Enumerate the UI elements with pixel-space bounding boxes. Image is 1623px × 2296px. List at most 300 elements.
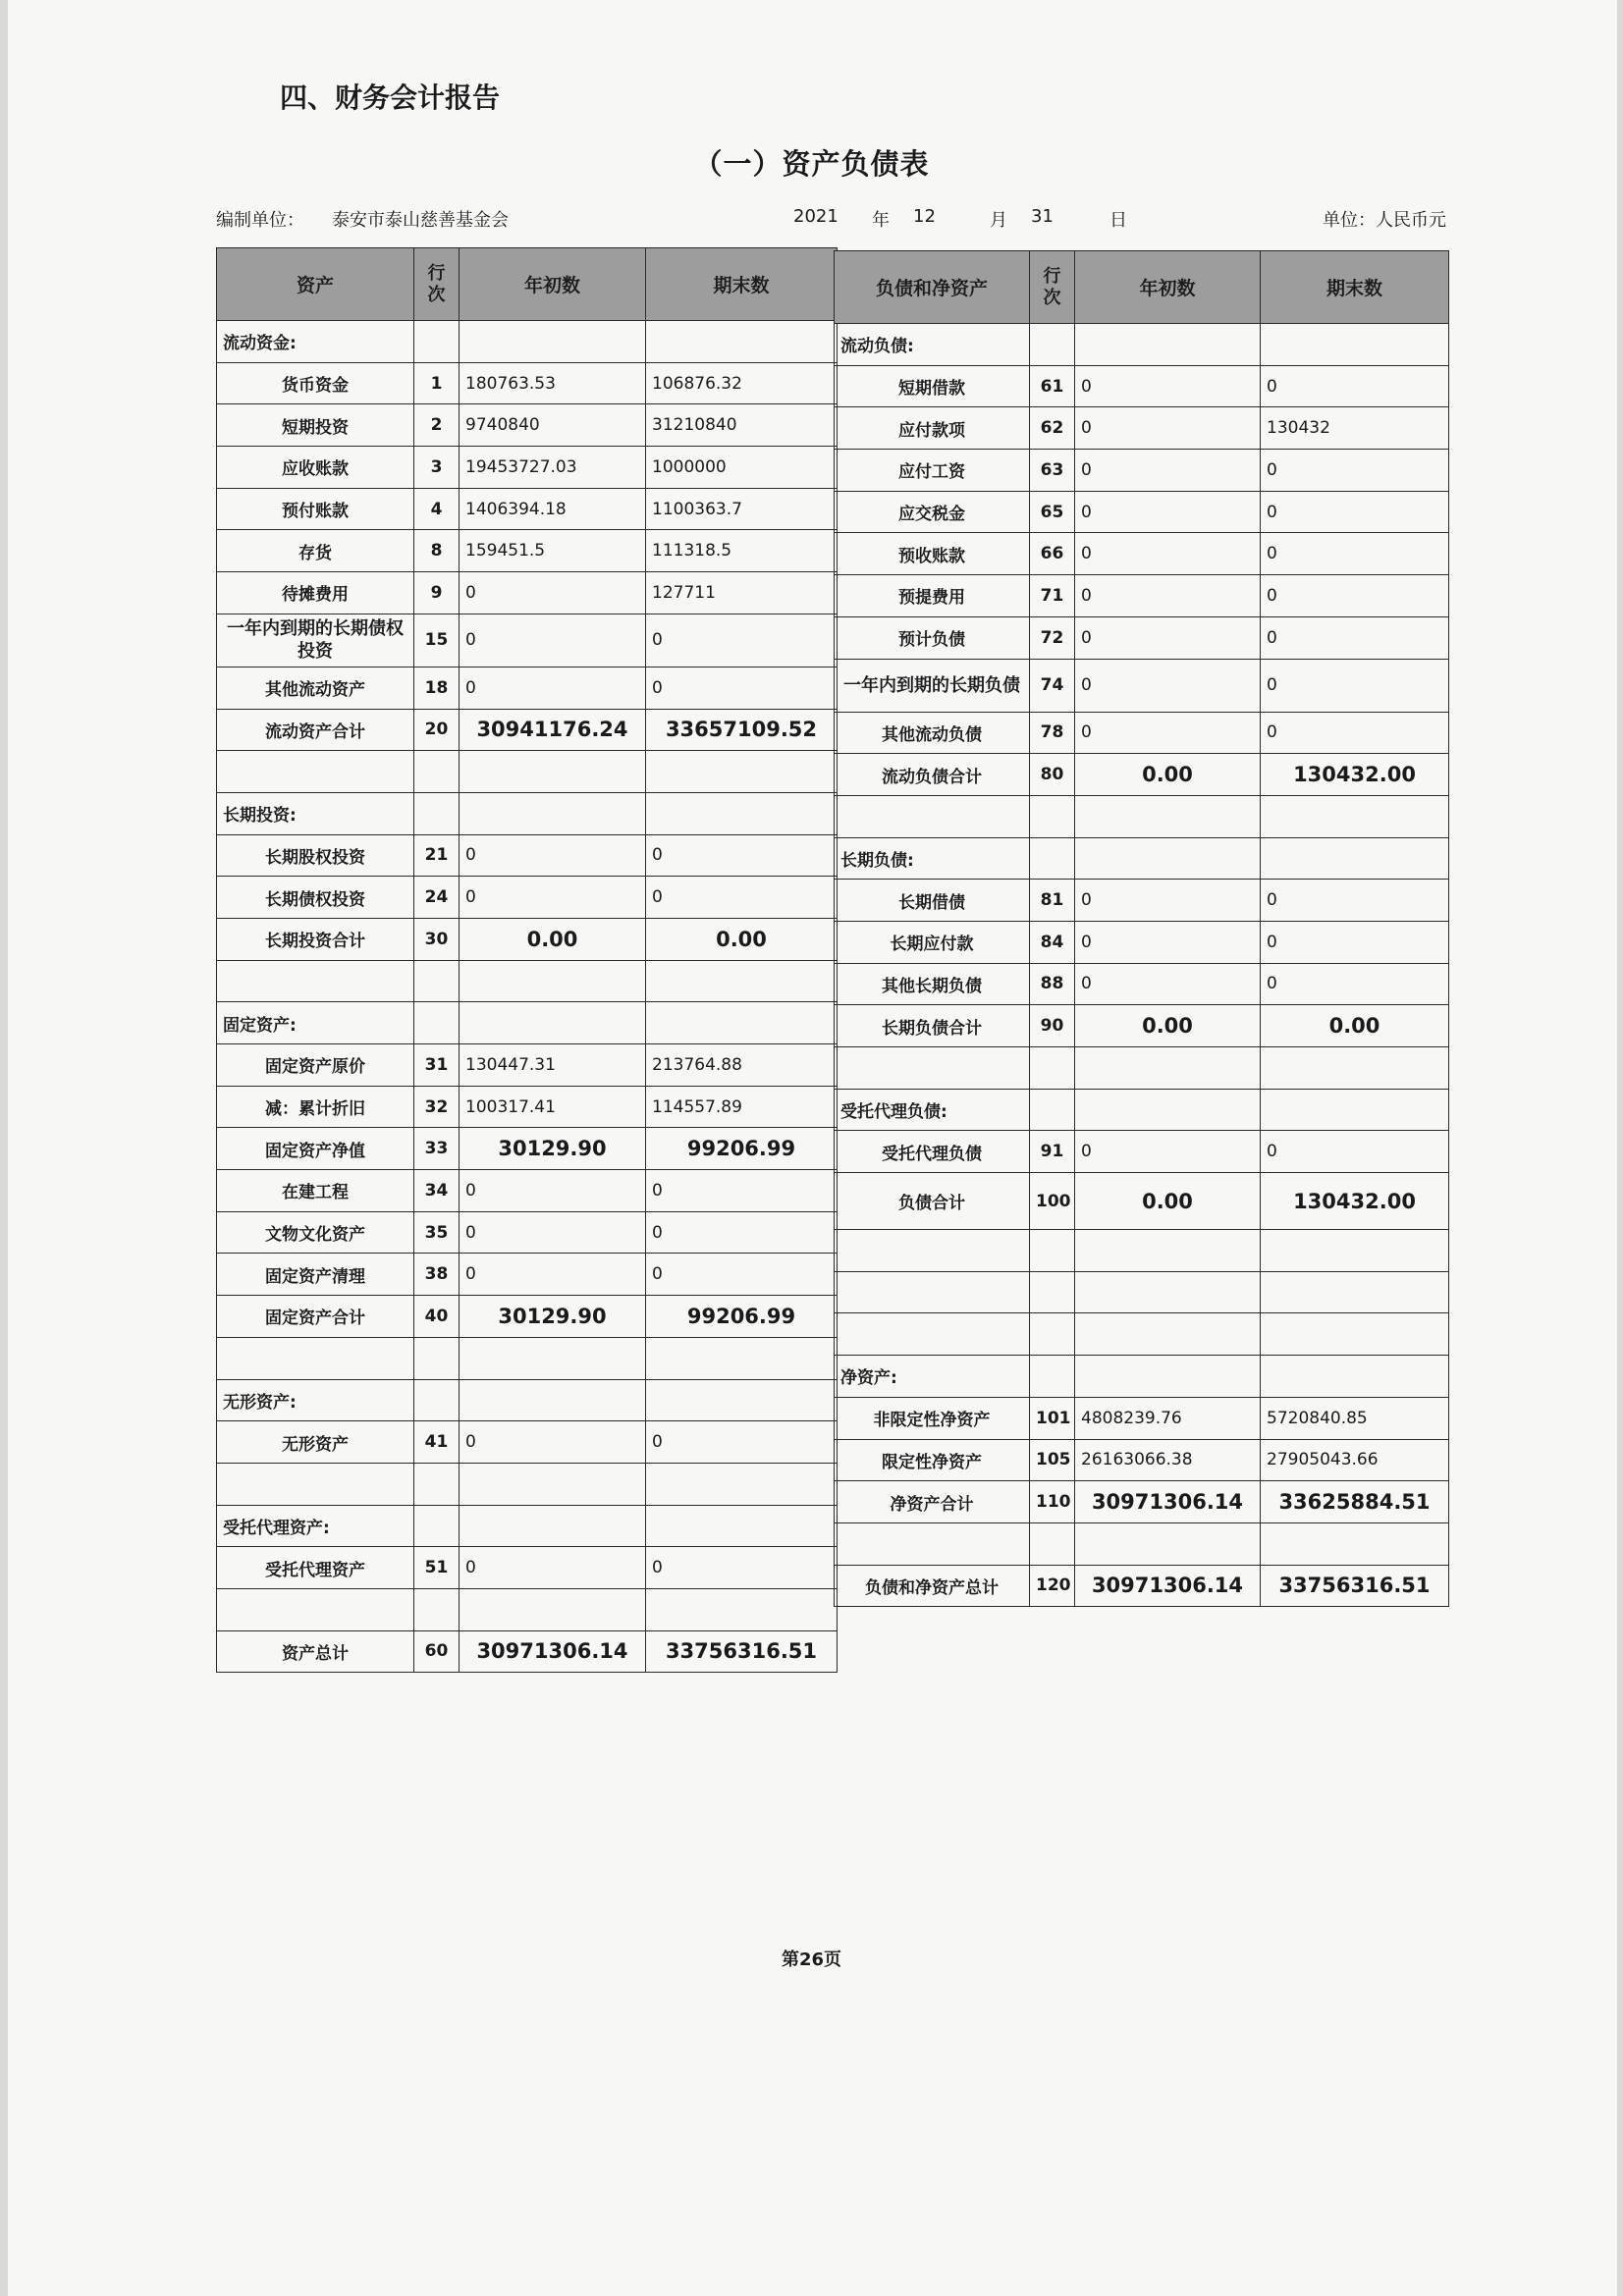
empty-cell [646,1463,838,1505]
table-row [217,404,838,447]
empty-cell [1075,1230,1261,1272]
table-row [217,960,838,1002]
item-name: 长期负债合计 [835,1005,1030,1047]
month-suffix: 月 [990,210,1007,231]
begin-value: 30971306.14 [460,1630,646,1673]
begin-value: 0 [460,1547,646,1589]
table-row [835,533,1449,575]
empty-cell [835,1522,1030,1565]
end-value: 0 [646,1170,838,1212]
end-value: 99206.99 [646,1128,838,1170]
begin-value: 0 [1075,616,1261,659]
begin-value: 0 [460,1254,646,1296]
empty-cell [1030,1313,1075,1356]
begin-value: 0 [460,877,646,919]
table-row [217,1421,838,1464]
begin-value: 30971306.14 [1075,1565,1261,1607]
table-row [217,918,838,960]
empty-cell [835,795,1030,837]
empty-cell [1075,795,1261,837]
row-number: 80 [1030,754,1075,796]
empty-cell [414,1588,460,1630]
empty-cell [1075,324,1261,366]
table-row [835,795,1449,837]
empty-cell [1030,1230,1075,1272]
begin-value: 30129.90 [460,1128,646,1170]
end-value: 0 [1261,712,1449,754]
report-year: 2021 [793,206,839,227]
item-name: 应交税金 [835,491,1030,533]
table-row [217,834,838,877]
begin-value: 100317.41 [460,1086,646,1128]
item-name: 应收账款 [217,447,414,489]
table-row [217,1547,838,1589]
end-value: 0 [1261,921,1449,963]
item-name: 其他流动资产 [217,667,414,709]
end-value: 0 [646,1547,838,1589]
table-row [217,1337,838,1379]
table-row [217,1588,838,1630]
table-row [835,1173,1449,1230]
end-value: 0 [1261,963,1449,1005]
end-value: 33625884.51 [1261,1481,1449,1523]
empty-cell [460,1337,646,1379]
end-value: 0 [646,1254,838,1296]
empty-cell [414,1505,460,1547]
begin-value: 0 [1075,1131,1261,1173]
row-number: 9 [414,572,460,614]
end-value: 130432.00 [1261,1173,1449,1230]
empty-cell [1030,1047,1075,1090]
empty-cell [1030,1356,1075,1398]
row-number: 41 [414,1421,460,1464]
empty-cell [217,1463,414,1505]
begin-value: 0 [1075,533,1261,575]
end-value: 27905043.66 [1261,1439,1449,1481]
empty-cell [1030,324,1075,366]
section-label: 固定资产: [217,1002,414,1044]
page-number: 第26页 [781,1949,842,1970]
item-name: 受托代理负债 [835,1131,1030,1173]
table-row [217,572,838,614]
empty-cell [1261,795,1449,837]
table-row [835,1005,1449,1047]
liabilities-header-item: 负债和净资产 [835,251,1030,324]
row-number: 84 [1030,921,1075,963]
row-number: 120 [1030,1565,1075,1607]
row-number: 61 [1030,365,1075,407]
end-value: 0 [1261,880,1449,922]
begin-value: 0 [460,834,646,877]
empty-cell [1075,1313,1261,1356]
report-meta [216,206,1446,230]
begin-value: 0 [1075,712,1261,754]
empty-cell [414,321,460,363]
row-number: 30 [414,918,460,960]
item-name: 存货 [217,530,414,572]
table-row [217,751,838,793]
table-row [217,1254,838,1296]
end-value: 0 [1261,616,1449,659]
end-value: 130432.00 [1261,754,1449,796]
assets-table-wrap [216,247,838,1673]
item-name: 预付账款 [217,488,414,530]
empty-cell [646,751,838,793]
table-row [835,1522,1449,1565]
table-row [217,321,838,363]
row-number: 15 [414,614,460,667]
row-number: 18 [414,667,460,709]
row-number: 24 [414,877,460,919]
liabilities-table [834,250,1449,1607]
section-label: 受托代理负债: [835,1089,1030,1131]
table-row [835,1356,1449,1398]
table-row [835,921,1449,963]
section-title: 四、财务会计报告 [280,81,501,114]
end-value: 0 [646,1421,838,1464]
table-row [835,450,1449,492]
table-row [835,616,1449,659]
empty-cell [460,321,646,363]
row-number: 110 [1030,1481,1075,1523]
begin-value: 30971306.14 [1075,1481,1261,1523]
end-value: 0 [1261,533,1449,575]
row-number: 35 [414,1211,460,1254]
table-row [835,1089,1449,1131]
table-row [835,1271,1449,1313]
table-row [835,880,1449,922]
table-row [835,1313,1449,1356]
end-value: 31210840 [646,404,838,447]
begin-value: 180763.53 [460,362,646,404]
row-number: 4 [414,488,460,530]
row-number: 81 [1030,880,1075,922]
row-number: 100 [1030,1173,1075,1230]
empty-cell [835,1230,1030,1272]
end-value: 1000000 [646,447,838,489]
end-value: 5720840.85 [1261,1397,1449,1439]
table-row [217,1463,838,1505]
end-value: 0 [1261,575,1449,617]
item-name: 长期应付款 [835,921,1030,963]
begin-value: 4808239.76 [1075,1397,1261,1439]
end-value: 0 [646,614,838,667]
empty-cell [646,1379,838,1421]
row-number: 65 [1030,491,1075,533]
empty-cell [646,1337,838,1379]
empty-cell [1261,837,1449,880]
item-name: 长期借债 [835,880,1030,922]
year-suffix: 年 [872,210,890,231]
empty-cell [217,1337,414,1379]
begin-value: 0 [1075,491,1261,533]
end-value: 127711 [646,572,838,614]
row-number: 1 [414,362,460,404]
end-value: 0 [1261,450,1449,492]
table-row [217,1170,838,1212]
unit-label: 编制单位： [216,210,304,231]
begin-value: 130447.31 [460,1044,646,1087]
empty-cell [1261,1047,1449,1090]
empty-cell [1075,1271,1261,1313]
item-name: 流动资产合计 [217,709,414,751]
empty-cell [646,1002,838,1044]
end-value: 114557.89 [646,1086,838,1128]
empty-cell [460,792,646,834]
empty-cell [835,1047,1030,1090]
begin-value: 0.00 [1075,1005,1261,1047]
table-row [217,1630,838,1673]
begin-value: 0 [1075,659,1261,712]
table-row [217,1128,838,1170]
begin-value: 159451.5 [460,530,646,572]
row-number: 34 [414,1170,460,1212]
table-row [217,1086,838,1128]
row-number: 74 [1030,659,1075,712]
row-number: 33 [414,1128,460,1170]
begin-value: 0 [1075,880,1261,922]
item-name: 固定资产合计 [217,1296,414,1338]
empty-cell [835,1313,1030,1356]
table-row [217,667,838,709]
report-day: 31 [1031,206,1054,227]
end-value: 0 [1261,659,1449,712]
row-number: 105 [1030,1439,1075,1481]
end-value: 1100363.7 [646,488,838,530]
item-name: 应付款项 [835,407,1030,450]
end-value: 130432 [1261,407,1449,450]
empty-cell [460,1463,646,1505]
table-row [835,407,1449,450]
item-name: 一年内到期的长期负债 [835,659,1030,712]
row-number: 72 [1030,616,1075,659]
begin-value: 0 [1075,450,1261,492]
table-row [835,1565,1449,1607]
begin-value: 30129.90 [460,1296,646,1338]
empty-cell [1261,1089,1449,1131]
empty-cell [1030,795,1075,837]
item-name: 受托代理资产 [217,1547,414,1589]
begin-value: 0 [1075,963,1261,1005]
empty-cell [460,751,646,793]
end-value: 33657109.52 [646,709,838,751]
liabilities-table-wrap [834,250,1449,1607]
row-number: 62 [1030,407,1075,450]
begin-value: 0 [460,1170,646,1212]
item-name: 短期借款 [835,365,1030,407]
empty-cell [1261,1271,1449,1313]
table-row [835,1439,1449,1481]
item-name: 净资产合计 [835,1481,1030,1523]
row-number: 21 [414,834,460,877]
empty-cell [414,960,460,1002]
empty-cell [1075,1522,1261,1565]
empty-cell [646,1588,838,1630]
table-row [217,1505,838,1547]
begin-value: 9740840 [460,404,646,447]
row-number: 8 [414,530,460,572]
begin-value: 1406394.18 [460,488,646,530]
item-name: 负债合计 [835,1173,1030,1230]
begin-value: 0.00 [460,918,646,960]
end-value: 33756316.51 [1261,1565,1449,1607]
empty-cell [460,1379,646,1421]
empty-cell [1075,1047,1261,1090]
empty-cell [460,960,646,1002]
begin-value: 0 [460,1211,646,1254]
empty-cell [217,1588,414,1630]
liabilities-header-row [1030,251,1075,324]
table-row [217,877,838,919]
row-number: 51 [414,1547,460,1589]
begin-value: 0 [460,614,646,667]
empty-cell [1075,1356,1261,1398]
empty-cell [1030,1271,1075,1313]
empty-cell [646,1505,838,1547]
end-value: 0 [1261,1131,1449,1173]
row-number: 38 [414,1254,460,1296]
table-row [835,1481,1449,1523]
end-value: 0 [646,1211,838,1254]
empty-cell [460,1505,646,1547]
end-value: 213764.88 [646,1044,838,1087]
unit-name: 泰安市泰山慈善基金会 [332,210,509,231]
empty-cell [1075,1089,1261,1131]
table-row [835,491,1449,533]
liabilities-header-begin: 年初数 [1075,251,1261,324]
item-name: 应付工资 [835,450,1030,492]
item-name: 无形资产 [217,1421,414,1464]
table-row [217,614,838,667]
section-label: 长期负债: [835,837,1030,880]
table-row [217,792,838,834]
end-value: 0.00 [646,918,838,960]
table-row [835,365,1449,407]
liabilities-table-body [835,324,1449,1607]
empty-cell [460,1002,646,1044]
item-name: 固定资产净值 [217,1128,414,1170]
table-row [835,1131,1449,1173]
end-value: 33756316.51 [646,1630,838,1673]
table-row [217,530,838,572]
begin-value: 0 [460,572,646,614]
begin-value: 0.00 [1075,1173,1261,1230]
table-row [835,837,1449,880]
section-label: 流动负债: [835,324,1030,366]
row-number: 40 [414,1296,460,1338]
table-title: （一）资产负债表 [693,147,930,181]
table-row [835,575,1449,617]
item-name: 待摊费用 [217,572,414,614]
empty-cell [1030,1089,1075,1131]
table-row [835,1047,1449,1090]
item-name: 预提费用 [835,575,1030,617]
table-row [217,447,838,489]
item-name: 货币资金 [217,362,414,404]
item-name: 固定资产原价 [217,1044,414,1087]
item-name: 短期投资 [217,404,414,447]
item-name: 固定资产清理 [217,1254,414,1296]
section-label: 长期投资: [217,792,414,834]
empty-cell [835,1271,1030,1313]
table-row [835,754,1449,796]
item-name: 限定性净资产 [835,1439,1030,1481]
empty-cell [1261,1356,1449,1398]
table-row [835,963,1449,1005]
end-value: 0 [646,877,838,919]
empty-cell [1261,1230,1449,1272]
item-name: 一年内到期的长期债权投资 [217,614,414,667]
assets-table [216,247,838,1673]
assets-header-begin: 年初数 [460,248,646,321]
item-name: 其他长期负债 [835,963,1030,1005]
begin-value: 19453727.03 [460,447,646,489]
table-row [217,1379,838,1421]
row-number: 3 [414,447,460,489]
empty-cell [414,1379,460,1421]
table-row [835,324,1449,366]
table-row [835,1230,1449,1272]
begin-value: 0 [1075,575,1261,617]
item-name: 长期投资合计 [217,918,414,960]
begin-value: 0 [1075,407,1261,450]
item-name: 资产总计 [217,1630,414,1673]
begin-value: 0 [460,667,646,709]
empty-cell [414,792,460,834]
table-row [217,488,838,530]
currency-unit: 单位：人民币元 [1323,210,1446,231]
empty-cell [646,321,838,363]
end-value: 0 [1261,365,1449,407]
end-value: 0 [646,834,838,877]
table-row [217,1296,838,1338]
end-value: 0.00 [1261,1005,1449,1047]
row-number: 88 [1030,963,1075,1005]
item-name: 长期债权投资 [217,877,414,919]
item-name: 文物文化资产 [217,1211,414,1254]
table-row [217,709,838,751]
row-number: 78 [1030,712,1075,754]
empty-cell [414,1337,460,1379]
empty-cell [414,1002,460,1044]
table-row [217,1002,838,1044]
empty-cell [646,960,838,1002]
empty-cell [646,792,838,834]
row-number: 20 [414,709,460,751]
table-row [835,712,1449,754]
row-number: 31 [414,1044,460,1087]
empty-cell [1030,837,1075,880]
row-number: 101 [1030,1397,1075,1439]
end-value: 0 [1261,491,1449,533]
row-number: 60 [414,1630,460,1673]
empty-cell [1261,1313,1449,1356]
row-number: 91 [1030,1131,1075,1173]
report-month: 12 [913,206,936,227]
begin-value: 0 [460,1421,646,1464]
row-number: 90 [1030,1005,1075,1047]
assets-header-row [414,248,460,321]
section-label: 受托代理资产: [217,1505,414,1547]
row-number: 2 [414,404,460,447]
assets-header-item: 资产 [217,248,414,321]
table-row [835,1397,1449,1439]
row-number-header-label: 行 次 [427,262,446,305]
begin-value: 0 [1075,921,1261,963]
day-suffix: 日 [1109,210,1127,231]
item-name: 流动负债合计 [835,754,1030,796]
item-name: 在建工程 [217,1170,414,1212]
